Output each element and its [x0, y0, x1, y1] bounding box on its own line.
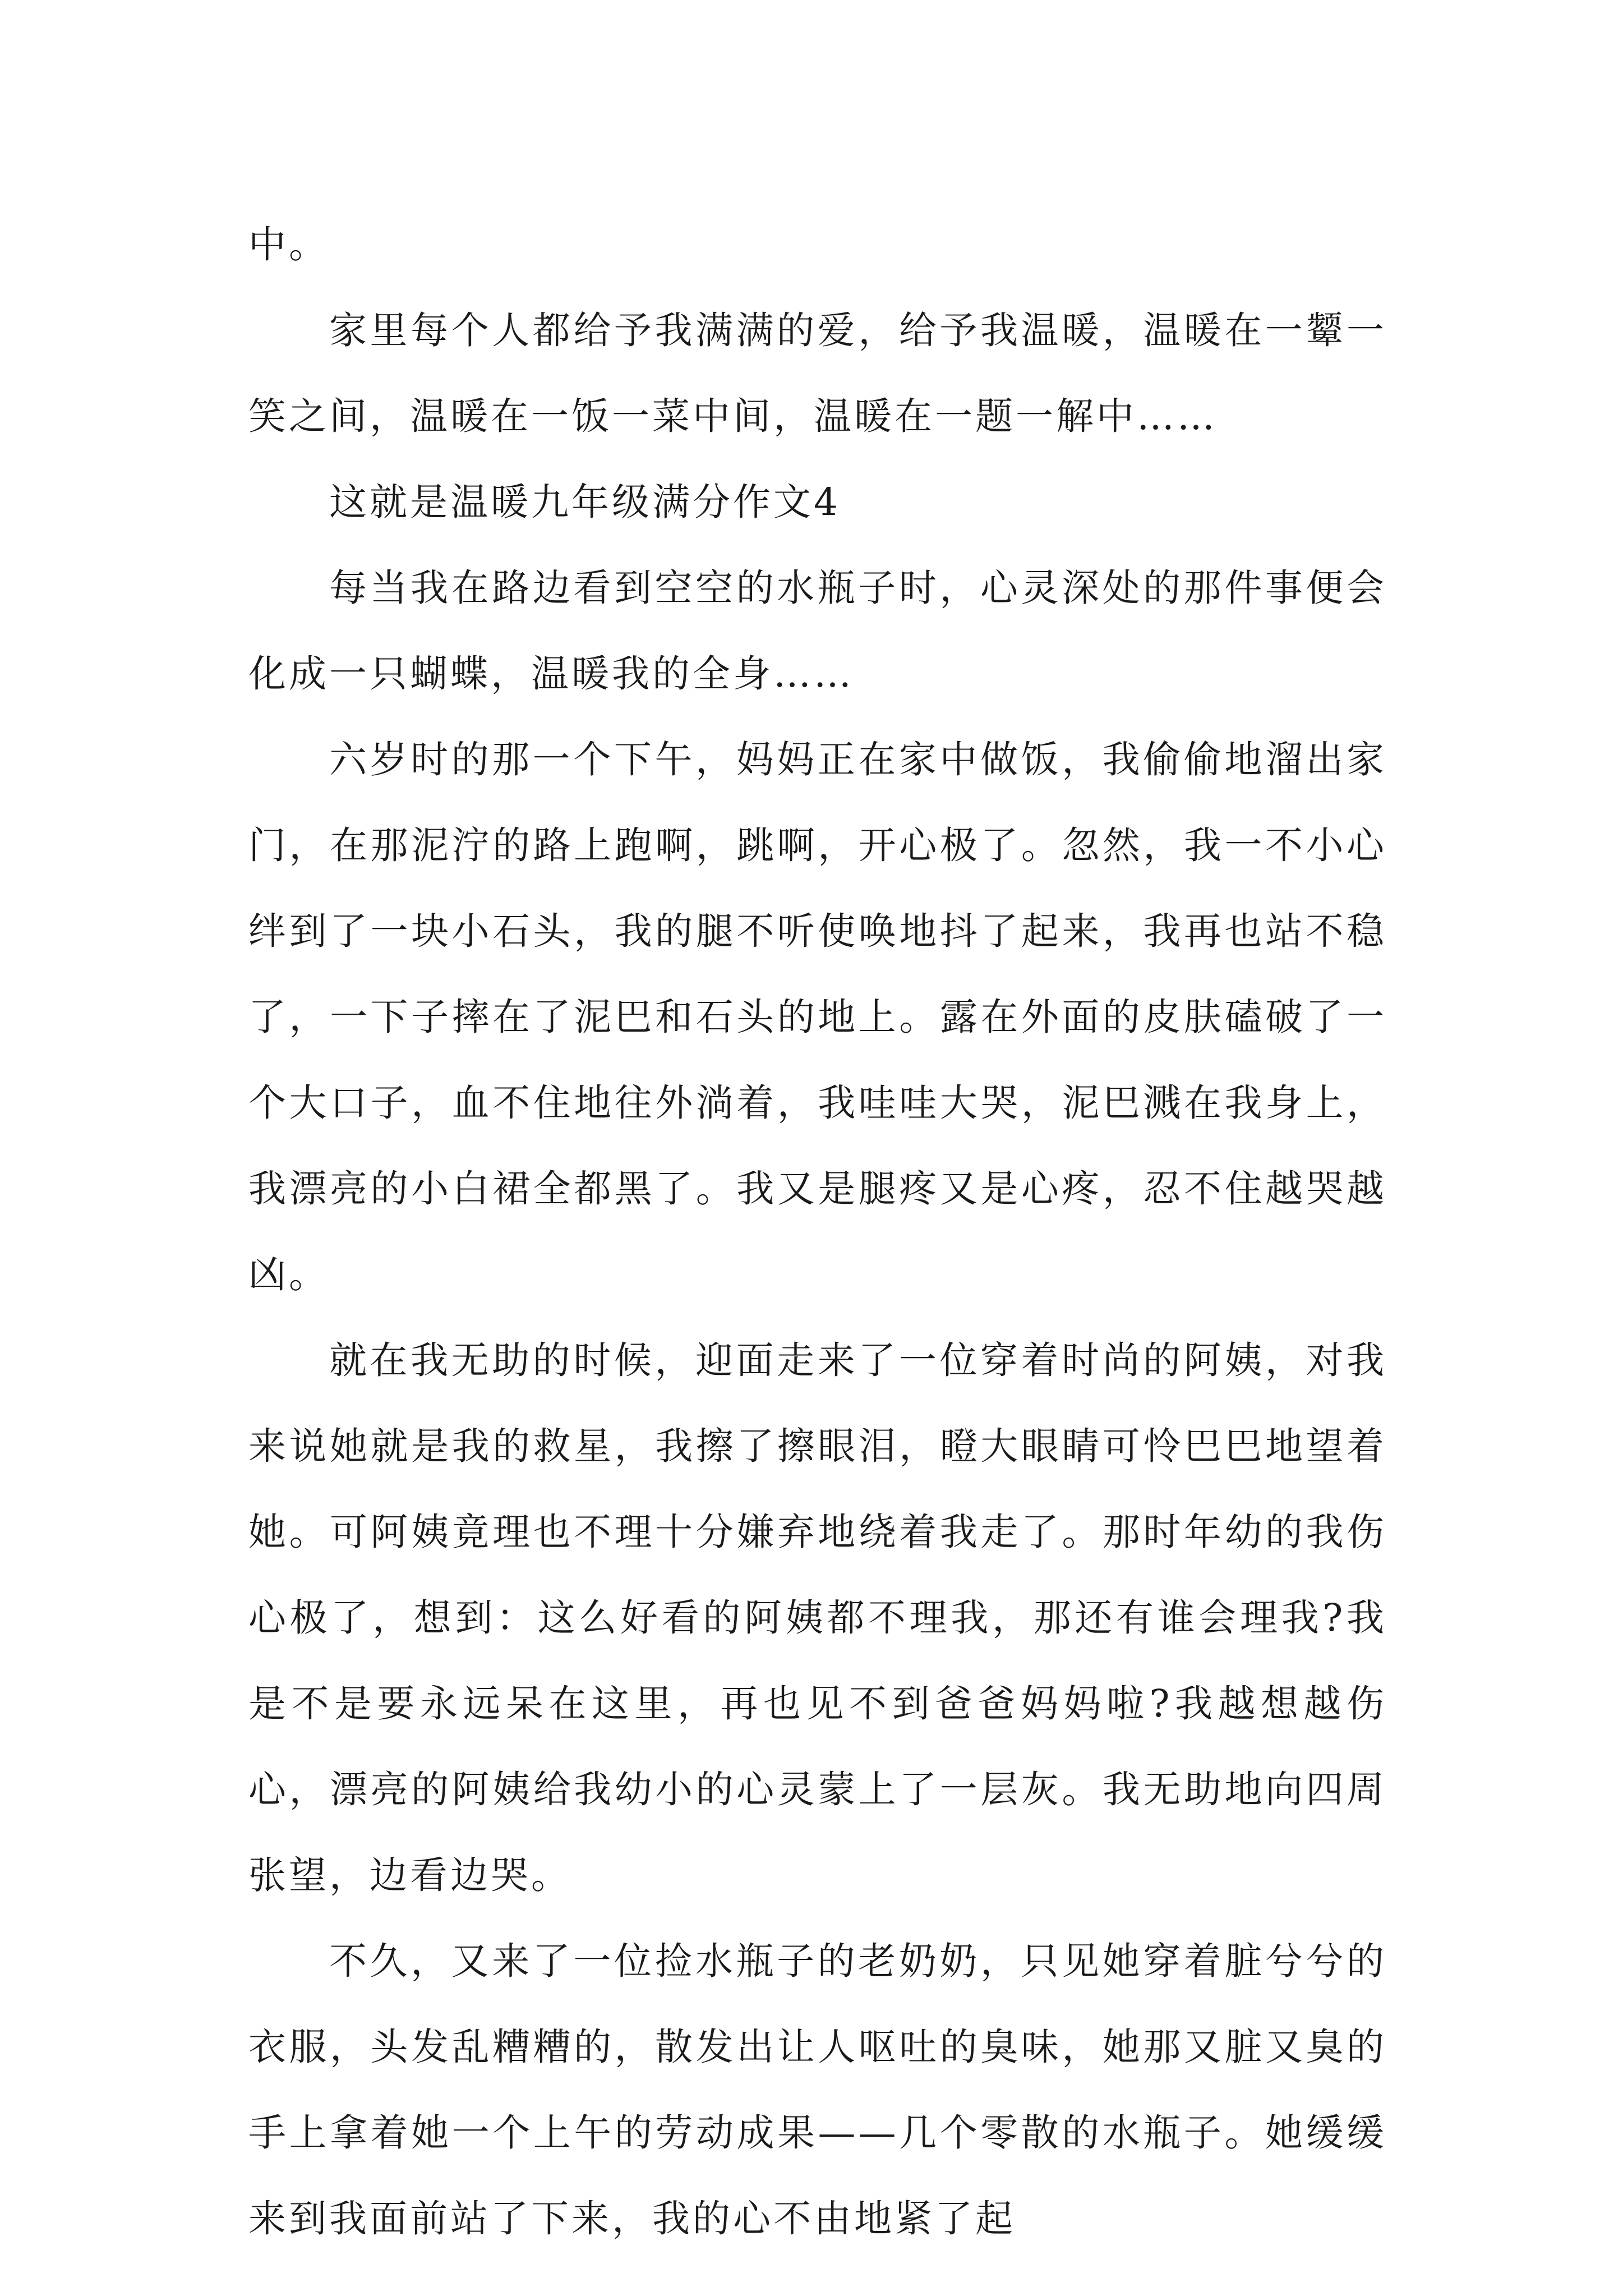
- paragraph: 每当我在路边看到空空的水瓶子时，心灵深处的那件事便会化成一只蝴蝶，温暖我的全身……: [248, 566, 1387, 696]
- paragraph: 就在我无助的时候，迎面走来了一位穿着时尚的阿姨，对我来说她就是我的救星，我擦了擦眼泪，瞪大眼睛可怜巴巴地望着她。可阿姨竟理也不理十分嫌弃地绕着我走了。那时年幼的我伤心极了，想到：这么好看的阿姨都不理我，那还有谁会理我?我是不是要永远呆在这里，再也见不到爸爸妈妈啦?我越想越伤心，漂亮的阿姨给我幼小的心灵蒙上了一层灰。我无助地向四周张望，边看边哭。: [248, 1338, 1387, 1897]
- essay-heading: 这就是温暖九年级满分作文4: [329, 480, 841, 524]
- paragraph-continuation: 中。: [248, 223, 329, 266]
- body-text: [248, 202, 1387, 2262]
- paragraph: 不久，又来了一位捡水瓶子的老奶奶，只见她穿着脏兮兮的衣服，头发乱糟糟的，散发出让人呕吐的臭味，她那又脏又臭的手上拿着她一个上午的劳动成果——几个零散的水瓶子。她缓缓来到我面前站了下来，我的心不由地紧了起: [248, 1939, 1387, 2240]
- paragraph: 家里每个人都给予我满满的爱，给予我温暖，温暖在一颦一笑之间，温暖在一饭一菜中间，温暖在一题一解中……: [248, 309, 1387, 438]
- paragraph: 六岁时的那一个下午，妈妈正在家中做饭，我偷偷地溜出家门，在那泥泞的路上跑啊，跳啊，开心极了。忽然，我一不小心绊到了一块小石头，我的腿不听使唤地抖了起来，我再也站不稳了，一下子摔在了泥巴和石头的地上。露在外面的皮肤磕破了一个大口子，血不住地往外淌着，我哇哇大哭，泥巴溅在我身上，我漂亮的小白裙全都黑了。我又是腿疼又是心疼，忍不住越哭越凶。: [248, 738, 1387, 1296]
